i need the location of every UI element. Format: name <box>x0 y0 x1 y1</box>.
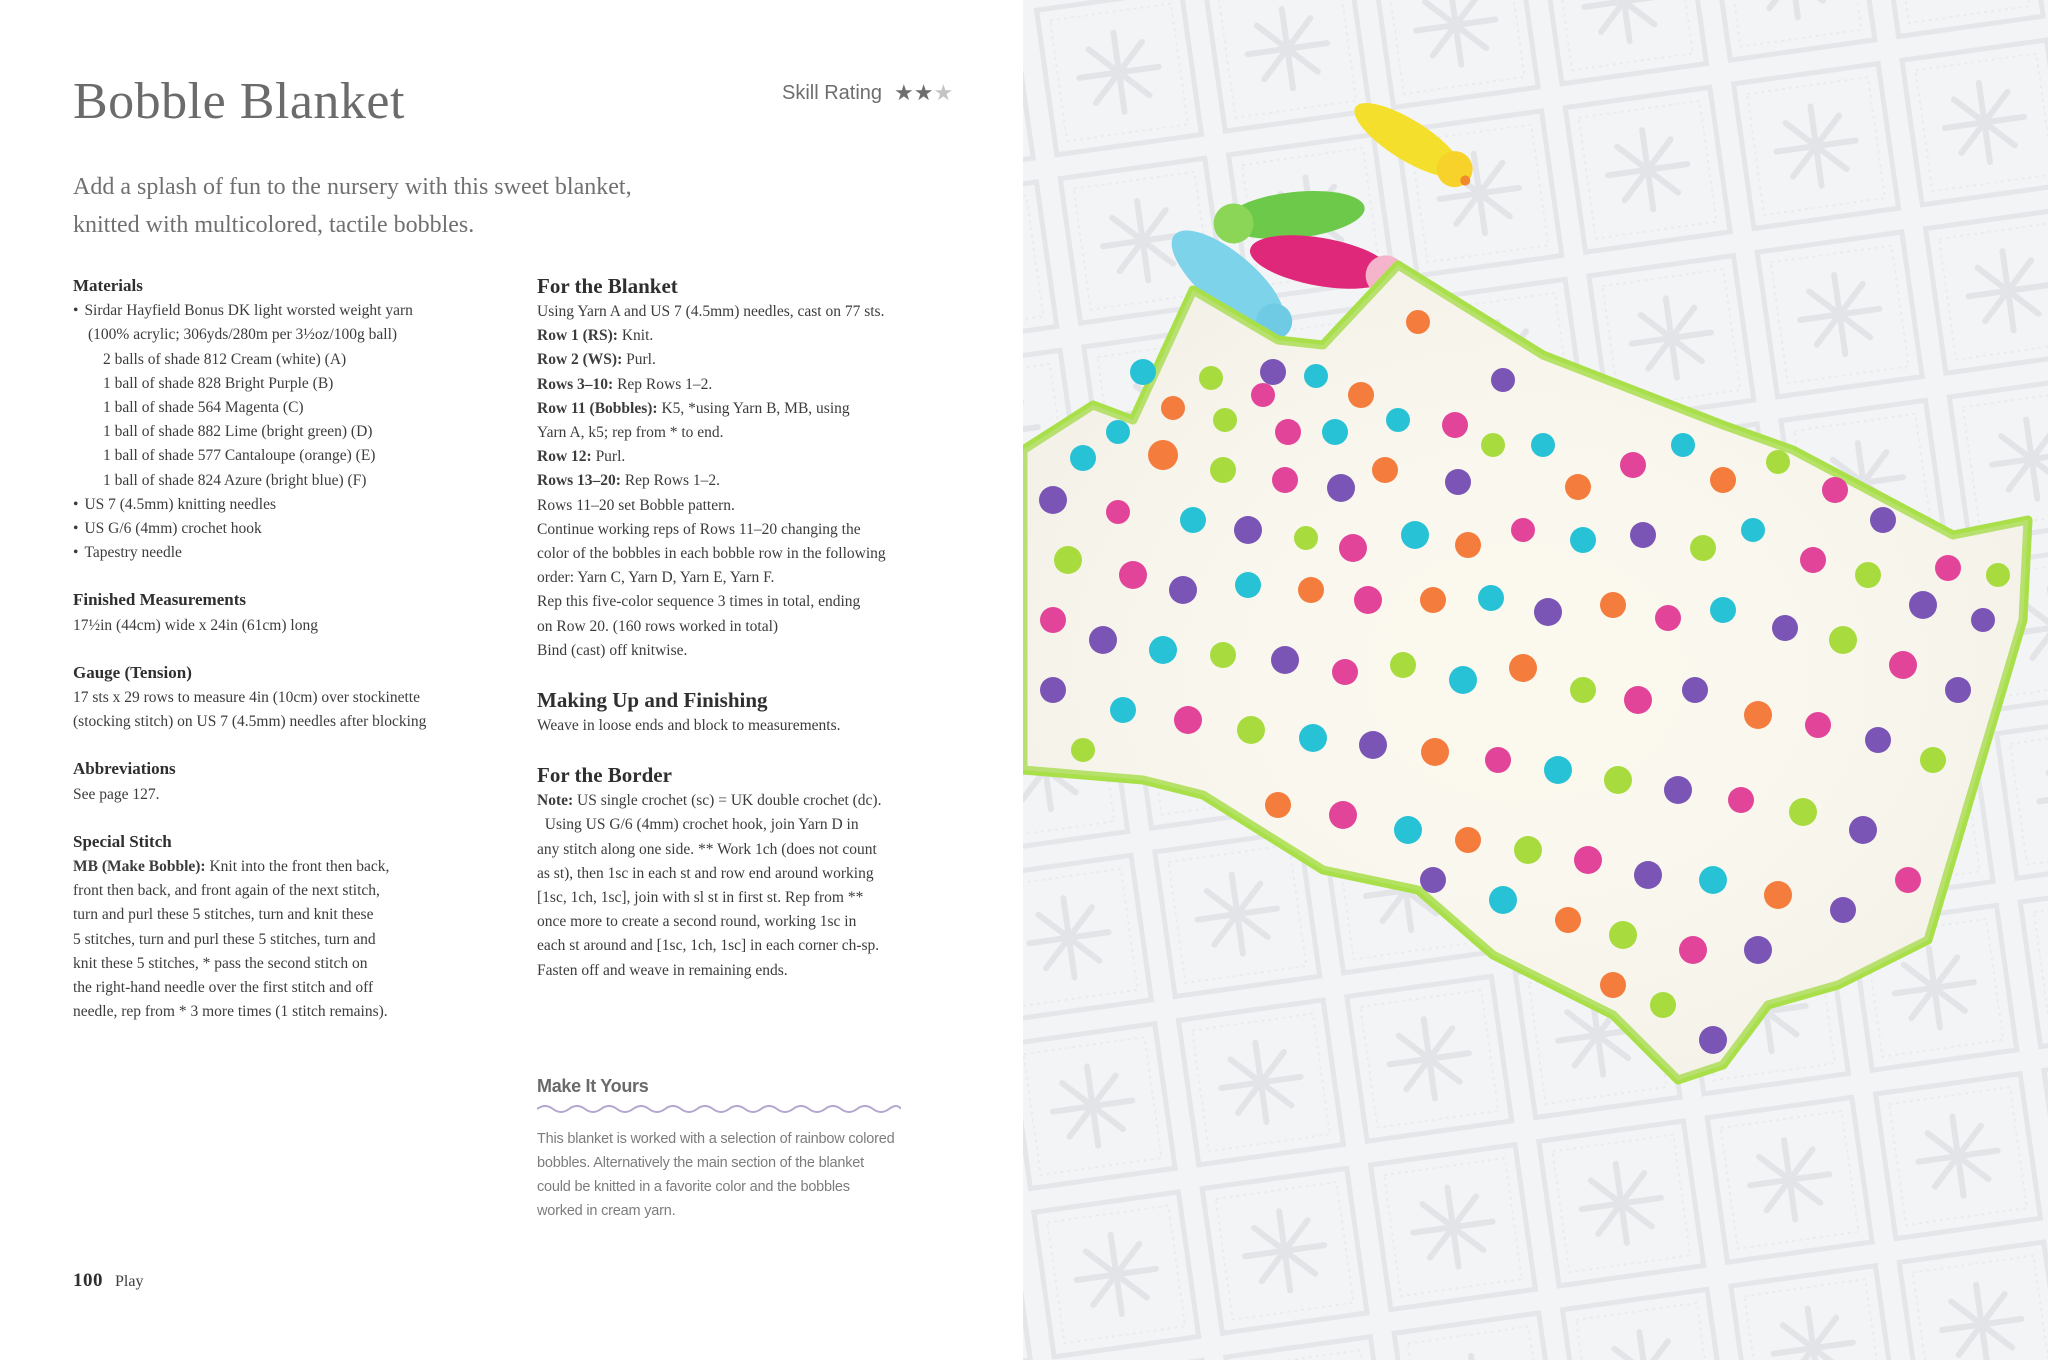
special-stitch-line: knit these 5 stitches, * pass the second stitch on <box>73 954 368 972</box>
make-it-yours-line: bobbles. Alternatively the main section of the blanket <box>537 1155 864 1171</box>
special-stitch-section <box>73 830 493 1025</box>
intro-text <box>73 168 773 244</box>
intro-line: Add a splash of fun to the nursery with this sweet blanket, <box>73 174 632 200</box>
skill-rating-stars <box>894 80 952 106</box>
gauge-heading: Gauge (Tension) <box>73 662 192 682</box>
special-stitch-line <box>73 855 493 879</box>
special-stitch-line: 5 stitches, turn and purl these 5 stitches, turn and <box>73 930 376 948</box>
blanket-line: on Row 20. (160 rows worked in total) <box>537 617 779 635</box>
border-line: any stitch along one side. ** Work 1ch (does not count <box>537 840 877 858</box>
row-label: Row 1 (RS): <box>537 327 618 345</box>
row-label: Rows 13–20: <box>537 472 621 490</box>
row-label: Row 11 (Bobbles): <box>537 399 658 417</box>
blanket-line: Rep this five-color sequence 3 times in total, ending <box>537 593 861 611</box>
row-text: K5, *using Yarn B, MB, using <box>657 399 850 417</box>
special-stitch-text: Knit into the front then back, <box>205 858 390 876</box>
row-instruction <box>537 373 977 397</box>
blanket-illustration <box>1023 0 2048 1360</box>
materials-tool: • Tapestry needle <box>73 541 493 565</box>
section-name: Play <box>115 1273 144 1290</box>
materials-shade: 1 ball of shade 564 Magenta (C) <box>103 399 304 417</box>
blanket-line: order: Yarn C, Yarn D, Yarn E, Yarn F. <box>537 569 775 587</box>
border-line: each st around and [1sc, 1ch, 1sc] in each corner ch-sp. <box>537 937 880 955</box>
materials-heading: Materials <box>73 276 143 295</box>
abbreviations-link[interactable]: See page 127. <box>73 785 160 803</box>
row-text: Yarn A, k5; rep from * to end. <box>537 424 724 442</box>
make-it-yours-line: This blanket is worked with a selection of rainbow colored <box>537 1131 895 1147</box>
materials-shade: 1 ball of shade 824 Azure (bright blue) (F) <box>103 471 367 489</box>
making-up-heading: Making Up and Finishing <box>537 688 768 713</box>
materials-section <box>73 274 493 565</box>
special-stitch-line: turn and purl these 5 stitches, turn and knit these <box>73 906 374 924</box>
special-stitch-term: MB (Make Bobble): <box>73 858 206 876</box>
page-title: Bobble Blanket <box>73 73 405 130</box>
row-text: Purl. <box>591 448 626 466</box>
border-note <box>537 789 977 813</box>
gauge-line: (stocking stitch) on US 7 (4.5mm) needles after blocking <box>73 713 427 731</box>
make-it-yours-heading: Make It Yours <box>537 1076 649 1096</box>
row-instruction <box>537 421 977 445</box>
blanket-line: Rows 11–20 set Bobble pattern. <box>537 496 735 514</box>
materials-shade: 1 ball of shade 882 Lime (bright green) (D) <box>103 423 373 441</box>
making-up-text: Weave in loose ends and block to measurements. <box>537 717 841 735</box>
border-line: Using US G/6 (4mm) crochet hook, join Yarn D in <box>537 816 859 834</box>
wavy-divider-icon <box>537 1103 901 1115</box>
skill-rating-label: Skill Rating <box>782 81 883 104</box>
star-filled-icon: ★ <box>913 80 933 105</box>
intro-line: knitted with multicolored, tactile bobbles. <box>73 212 475 238</box>
materials-shade: 1 ball of shade 577 Cantaloupe (orange) (E) <box>103 447 376 465</box>
special-stitch-line: needle, rep from * 3 more times (1 stitch remains). <box>73 1003 388 1021</box>
row-instruction <box>537 348 977 372</box>
page-footer <box>73 1270 143 1292</box>
for-the-border-section <box>537 761 977 983</box>
special-stitch-line: the right-hand needle over the first stitch and off <box>73 979 374 997</box>
finished-measurements-section <box>73 588 493 637</box>
materials-shade: 2 balls of shade 812 Cream (white) (A) <box>103 350 347 368</box>
row-instruction <box>537 445 977 469</box>
materials-tool: • US G/6 (4mm) crochet hook <box>73 517 493 541</box>
special-stitch-heading: Special Stitch <box>73 831 172 851</box>
note-label: Note: <box>537 792 574 810</box>
border-line: Fasten off and weave in remaining ends. <box>537 961 788 979</box>
materials-yarn: • Sirdar Hayfield Bonus DK light worsted weight yarn <box>73 299 493 323</box>
blanket-line: Bind (cast) off knitwise. <box>537 641 688 659</box>
row-text: Rep Rows 1–2. <box>613 375 713 393</box>
left-column <box>73 274 493 1047</box>
row-text: Knit. <box>617 327 654 345</box>
abbreviations-section <box>73 757 493 806</box>
note-text: US single crochet (sc) = UK double crochet (dc). <box>573 792 882 810</box>
materials-yarn-detail: (100% acrylic; 306yds/280m per 3½oz/100g ball) <box>88 326 398 344</box>
star-empty-icon: ★ <box>933 80 953 105</box>
row-label: Row 12: <box>537 448 592 466</box>
skill-rating <box>782 80 952 106</box>
border-line: [1sc, 1ch, 1sc], join with sl st in first st. Rep from ** <box>537 889 864 907</box>
gauge-section <box>73 661 493 735</box>
for-the-blanket-section <box>537 272 977 663</box>
finished-measurements-text: 17½in (44cm) wide x 24in (61cm) long <box>73 616 318 634</box>
abbreviations-heading: Abbreviations <box>73 759 176 779</box>
row-text: Rep Rows 1–2. <box>620 472 721 490</box>
make-it-yours-line: worked in cream yarn. <box>537 1203 676 1219</box>
border-line: once more to create a second round, working 1sc in <box>537 913 857 931</box>
for-the-blanket-heading: For the Blanket <box>537 274 678 298</box>
row-label: Row 2 (WS): <box>537 351 623 369</box>
making-up-section <box>537 686 977 738</box>
cast-on-line: Using Yarn A and US 7 (4.5mm) needles, cast on 77 sts. <box>537 303 885 320</box>
row-instruction <box>537 324 977 348</box>
materials-shade: 1 ball of shade 828 Bright Purple (B) <box>103 374 334 392</box>
blanket-line: color of the bobbles in each bobble row in the following <box>537 545 886 563</box>
finished-measurements-heading: Finished Measurements <box>73 590 246 610</box>
star-filled-icon: ★ <box>894 80 913 105</box>
row-label: Rows 3–10: <box>537 375 614 393</box>
make-it-yours-text <box>537 1127 917 1223</box>
blanket-line: Continue working reps of Rows 11–20 changing the <box>537 520 861 538</box>
for-the-border-heading: For the Border <box>537 763 672 788</box>
make-it-yours-line: could be knitted in a favorite color and the bobbles <box>537 1179 850 1195</box>
row-text: Purl. <box>622 351 656 369</box>
instructions-column <box>537 272 977 1006</box>
page-number: 100 <box>73 1270 103 1291</box>
row-instruction <box>537 469 977 493</box>
make-it-yours-box <box>537 1076 917 1223</box>
left-page <box>0 0 1023 1360</box>
gauge-line: 17 sts x 29 rows to measure 4in (10cm) over stockinette <box>73 689 420 707</box>
materials-tool: • US 7 (4.5mm) knitting needles <box>73 493 493 517</box>
bobble-blanket-photo <box>1023 0 2048 1360</box>
border-line: as st), then 1sc in each st and row end around working <box>537 864 874 882</box>
row-instruction <box>537 397 977 421</box>
special-stitch-line: front then back, and front again of the next stitch, <box>73 882 380 900</box>
